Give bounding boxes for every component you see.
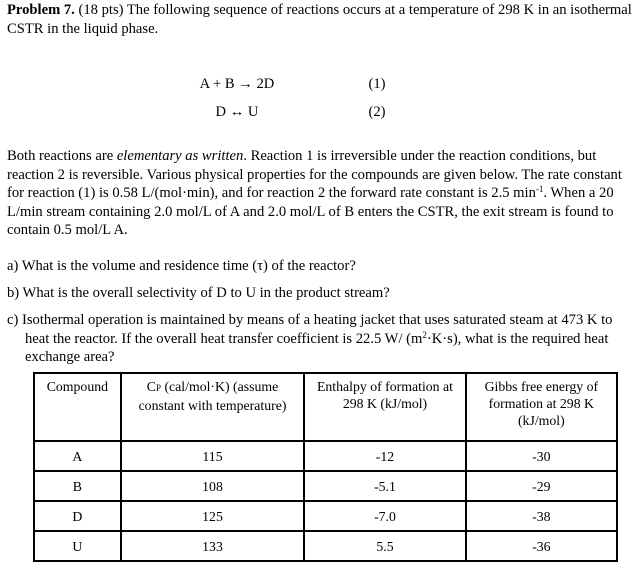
header-gibbs: Gibbs free energy of formation at 298 K (kJ/mol) [466, 373, 617, 441]
table-row [34, 531, 617, 561]
question-c [7, 311, 635, 367]
table-row [34, 501, 617, 531]
body-text-2: . Reaction 1 is irreversible under the reaction conditions, but reaction 2 is reversible. Various physical properties for the compounds are given below. The rate constant for reaction (1) is 0.58 L/(mol·min), and for reaction 2 the forward rate constant is 2.5 min [7, 148, 622, 202]
cell-enthalpy: 5.5 [304, 531, 465, 561]
cell-gibbs: -38 [466, 501, 617, 531]
cell-compound: U [34, 531, 121, 561]
cell-enthalpy: -12 [304, 441, 465, 471]
body-emphasis: elementary as written [116, 148, 244, 164]
body-text-3: . When a 20 L/min stream containing 2.0 mol/L of A and 2.0 mol/L of B enters the CSTR, the exit stream is found to contain 0.5 mol/L A. [7, 185, 614, 239]
question-c-superscript: 2 [422, 329, 427, 340]
reaction-2 [157, 103, 417, 121]
body-superscript: -1 [535, 184, 544, 195]
cell-gibbs: -29 [466, 471, 617, 501]
cell-gibbs: -30 [466, 441, 617, 471]
problem-intro [7, 1, 635, 38]
problem-intro-text: (18 pts) The following sequence of reactions occurs at a temperature of 298 K in an isothermal CSTR in the liquid phase. [7, 2, 632, 37]
cell-gibbs: -36 [466, 531, 617, 561]
header-compound: Compound [34, 373, 121, 441]
cell-enthalpy: -7.0 [304, 501, 465, 531]
table-row [34, 441, 617, 471]
question-a [7, 257, 635, 276]
reaction-equation: D ↔ U [215, 104, 259, 120]
question-b-text: b) What is the overall selectivity of D to U in the product stream? [7, 285, 390, 301]
reaction-number: (2) [368, 104, 386, 120]
problem-body [7, 147, 635, 240]
cell-compound: B [34, 471, 121, 501]
question-c-part-2: ·K·s), what is the required heat exchange area? [25, 330, 609, 366]
header-cp-symbol: C [146, 379, 156, 394]
problem-label: Problem 7. [7, 2, 75, 18]
header-cp-text: (cal/mol·K) (assume constant with temperature) [138, 379, 287, 413]
body-text-1: Both reactions are [7, 148, 117, 164]
reaction-number: (1) [368, 76, 386, 92]
cell-heat-capacity: 125 [121, 501, 305, 531]
cell-compound: A [34, 441, 121, 471]
header-heat-capacity [121, 373, 305, 441]
question-b [7, 284, 635, 303]
reaction-equation: A + B → 2D [199, 76, 275, 92]
properties-table [33, 372, 618, 562]
cell-heat-capacity: 108 [121, 471, 305, 501]
header-cp-subscript: P [155, 383, 161, 393]
cell-enthalpy: -5.1 [304, 471, 465, 501]
table-header-row [34, 373, 617, 441]
header-enthalpy: Enthalpy of formation at 298 K (kJ/mol) [304, 373, 465, 441]
cell-heat-capacity: 115 [121, 441, 305, 471]
reaction-1 [157, 75, 417, 93]
cell-compound: D [34, 501, 121, 531]
question-a-text: a) What is the volume and residence time (τ) of the reactor? [7, 258, 356, 274]
question-c-part-1: c) Isothermal operation is maintained by means of a heating jacket that uses saturated steam at 473 K to heat the reactor. If the overall heat transfer coefficient is 22.5 W/ (m [7, 312, 613, 347]
table-row [34, 471, 617, 501]
cell-heat-capacity: 133 [121, 531, 305, 561]
question-c-text [7, 311, 635, 367]
